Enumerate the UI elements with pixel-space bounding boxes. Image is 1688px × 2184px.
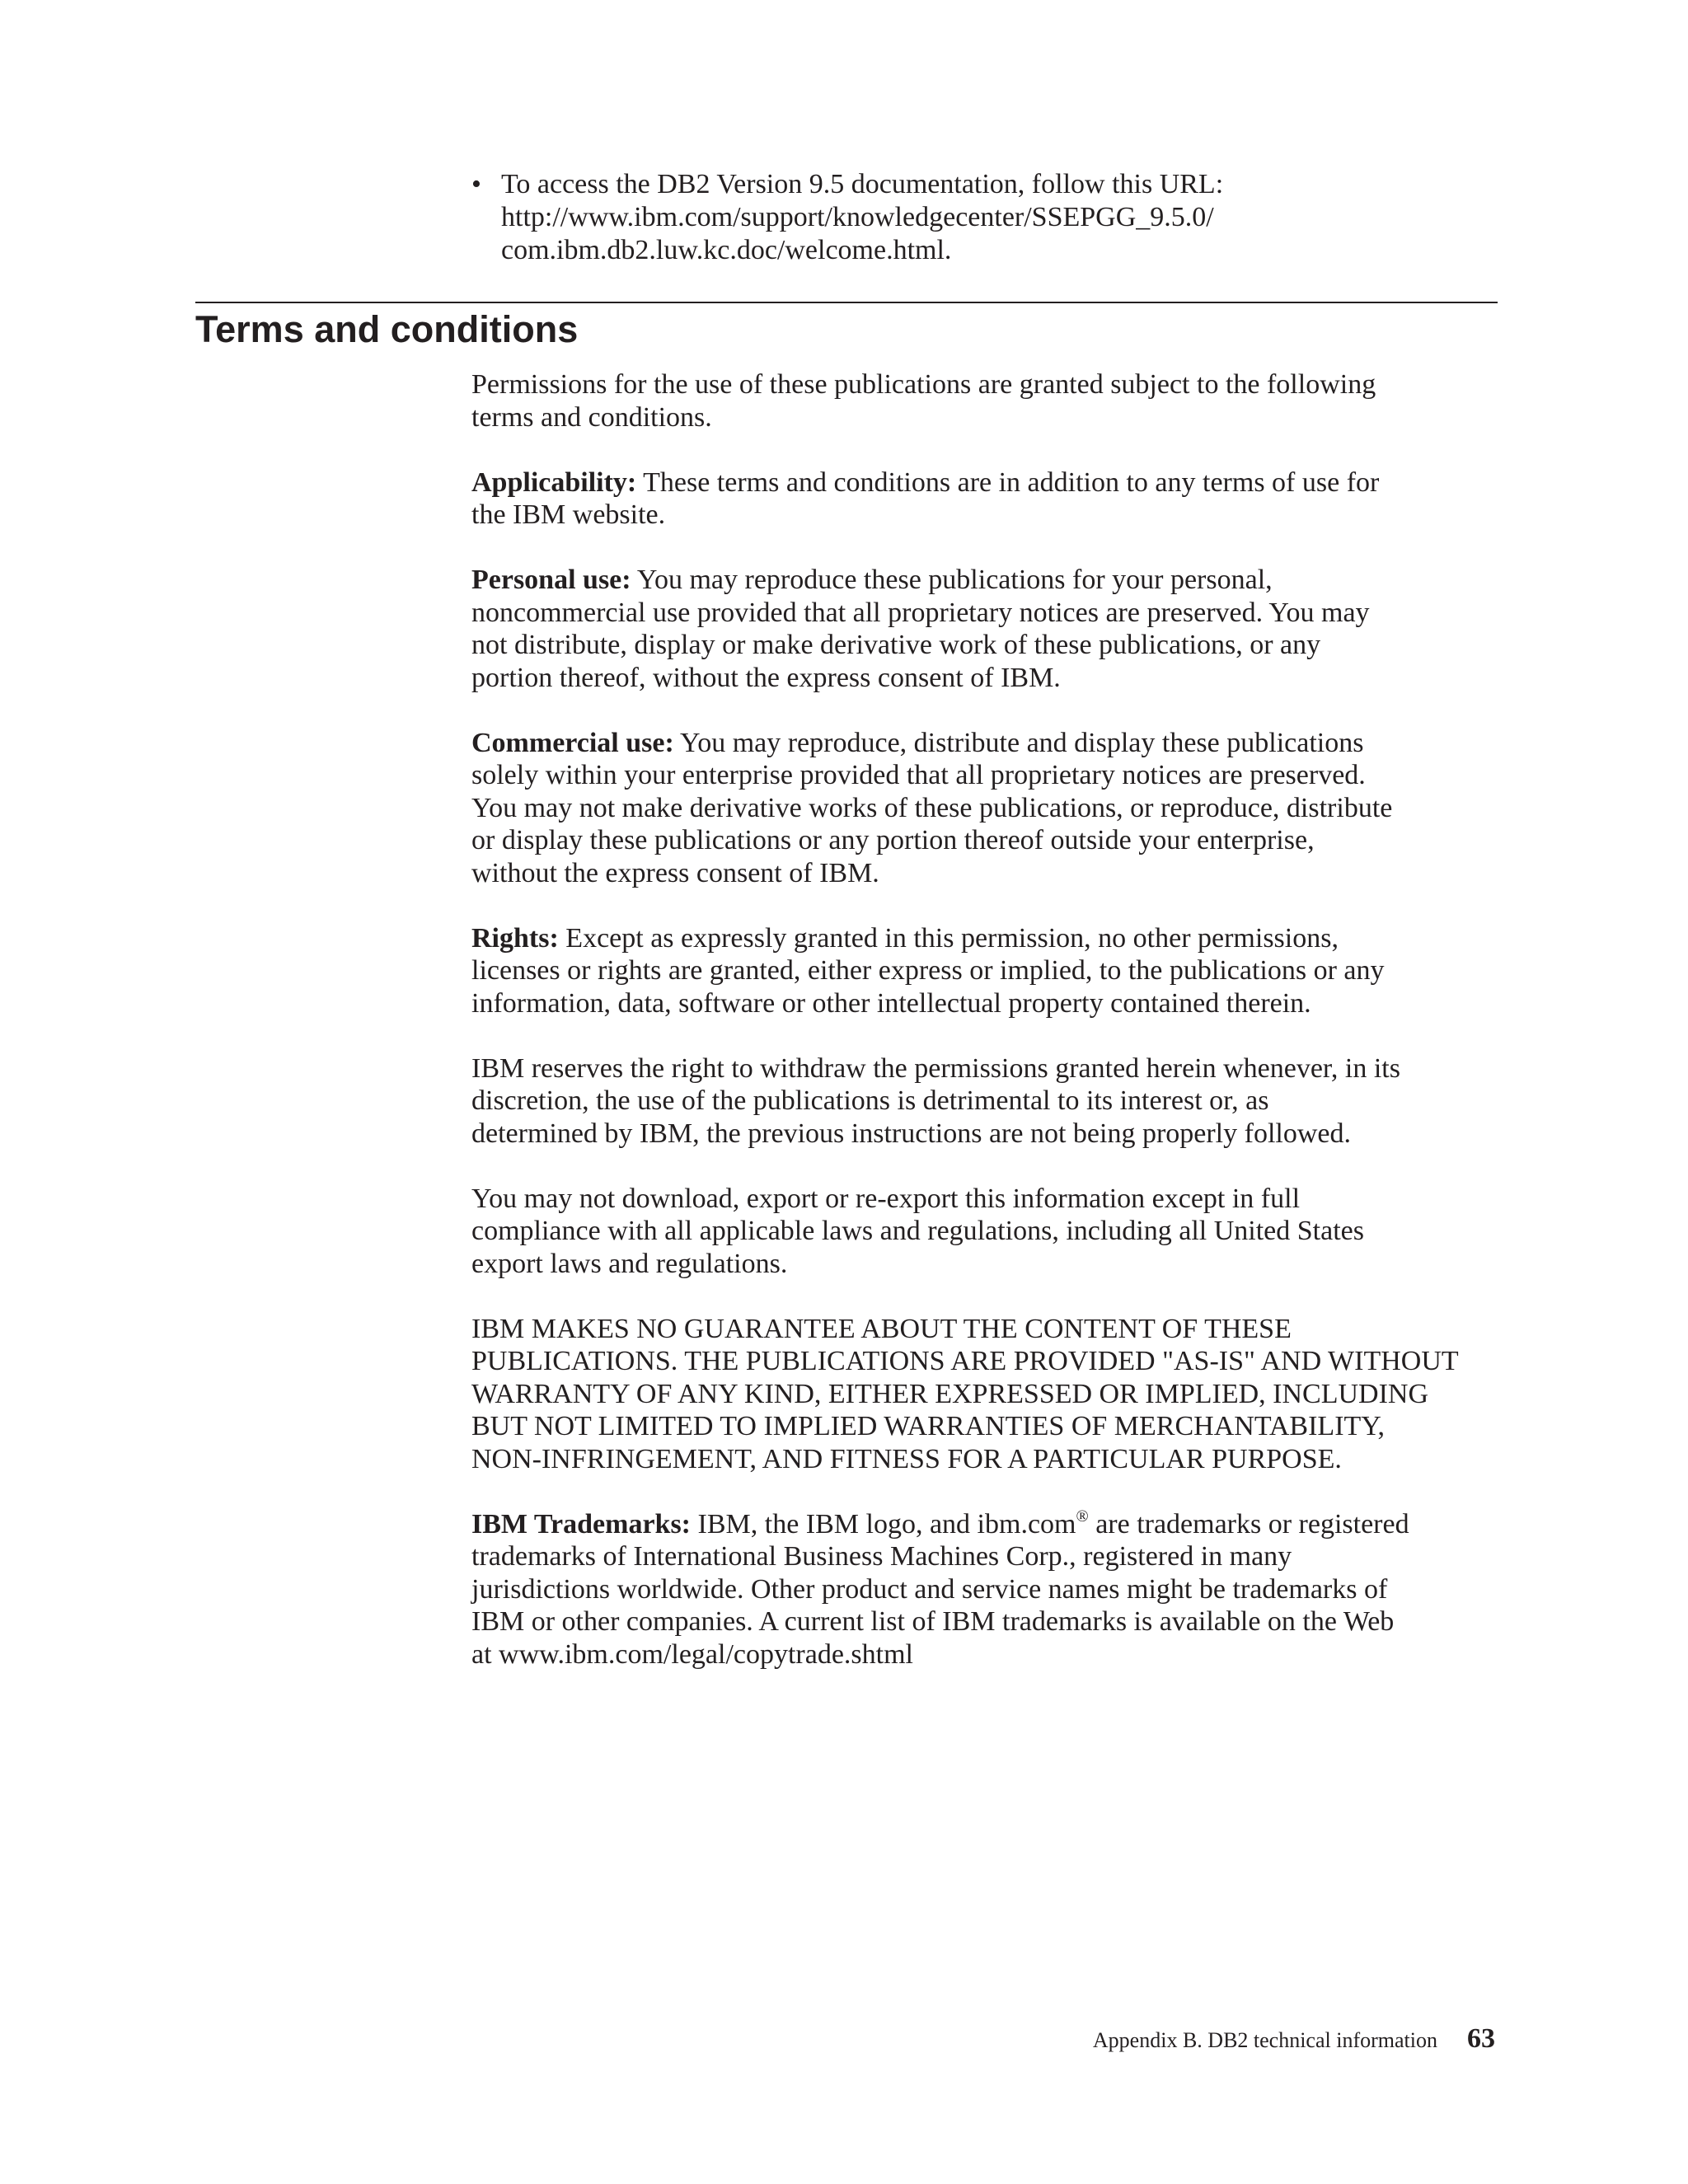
- paragraph-line: or display these publications or any portion thereof outside your enterprise,: [471, 825, 1315, 855]
- intro-paragraph: [471, 368, 1502, 434]
- applicability-paragraph: [471, 466, 1502, 532]
- paragraph-line: Permissions for the use of these publications are granted subject to the following: [471, 369, 1376, 400]
- paragraph-line: export laws and regulations.: [471, 1248, 788, 1279]
- paragraph-line: trademarks of International Business Machines Corp., registered in many: [471, 1541, 1292, 1572]
- paragraph-line: determined by IBM, the previous instructions are not being properly followed.: [471, 1118, 1351, 1149]
- trademarks-paragraph: [471, 1508, 1502, 1671]
- bullet-url-line[interactable]: com.ibm.db2.luw.kc.doc/welcome.html.: [501, 235, 952, 265]
- paragraph-text: You may reproduce these publications for your personal,: [631, 565, 1273, 595]
- documentation-bullet: [471, 168, 1502, 267]
- paragraph-line: information, data, software or other intellectual property contained therein.: [471, 987, 1311, 1019]
- personal-use-label: Personal use:: [471, 565, 631, 595]
- rights-paragraph: [471, 922, 1502, 1020]
- paragraph-line: [471, 922, 1502, 955]
- paragraph-line: NON-INFRINGEMENT, AND FITNESS FOR A PARTICULAR PURPOSE.: [471, 1443, 1342, 1474]
- paragraph-line: [471, 466, 1502, 499]
- bullet-symbol: •: [471, 169, 481, 199]
- paragraph-line: terms and conditions.: [471, 401, 712, 433]
- footer-chapter-title: Appendix B. DB2 technical information: [1092, 2028, 1437, 2052]
- paragraph-line: WARRANTY OF ANY KIND, EITHER EXPRESSED OR IMPLIED, INCLUDING: [471, 1378, 1429, 1409]
- trademarks-label: IBM Trademarks:: [471, 1508, 692, 1540]
- section-title: Terms and conditions: [195, 308, 579, 350]
- section-divider: [195, 302, 1498, 303]
- paragraph-line: [471, 1508, 1502, 1541]
- bullet-url-line[interactable]: http://www.ibm.com/support/knowledgecenter/SSEPGG_9.5.0/: [501, 202, 1214, 232]
- paragraph-line: solely within your enterprise provided that all proprietary notices are preserved.: [471, 760, 1366, 790]
- paragraph-line: IBM or other companies. A current list of IBM trademarks is available on the Web: [471, 1606, 1395, 1637]
- paragraph-line: noncommercial use provided that all proprietary notices are preserved. You may: [471, 597, 1370, 628]
- guarantee-paragraph: [471, 1313, 1502, 1476]
- rights-label: Rights:: [471, 922, 559, 954]
- withdraw-paragraph: [471, 1052, 1502, 1151]
- paragraph-line: portion thereof, without the express consent of IBM.: [471, 662, 1061, 693]
- commercial-use-label: Commercial use:: [471, 727, 674, 758]
- commercial-use-paragraph: [471, 727, 1502, 890]
- paragraph-text: You may reproduce, distribute and display these publications: [673, 727, 1364, 758]
- personal-use-paragraph: [471, 564, 1502, 694]
- paragraph-line: [471, 564, 1502, 597]
- paragraph-text: are trademarks or registered: [1088, 1508, 1409, 1540]
- terms-body: [471, 368, 1502, 1704]
- paragraph-line: BUT NOT LIMITED TO IMPLIED WARRANTIES OF MERCHANTABILITY,: [471, 1411, 1385, 1441]
- paragraph-line: IBM MAKES NO GUARANTEE ABOUT THE CONTENT OF THESE: [471, 1313, 1292, 1344]
- page-footer: [1093, 2023, 1495, 2057]
- bullet-line: To access the DB2 Version 9.5 documentation, follow this URL:: [501, 169, 1224, 199]
- paragraph-text: These terms and conditions are in addition to any terms of use for: [636, 466, 1380, 498]
- paragraph-line: the IBM website.: [471, 499, 666, 530]
- paragraph-line: PUBLICATIONS. THE PUBLICATIONS ARE PROVIDED "AS-IS" AND WITHOUT: [471, 1346, 1459, 1376]
- paragraph-line: You may not download, export or re-export this information except in full: [471, 1183, 1301, 1214]
- paragraph-text: IBM, the IBM logo, and ibm.com: [691, 1508, 1076, 1540]
- registered-mark: ®: [1076, 1507, 1089, 1526]
- paragraph-text: Except as expressly granted in this permission, no other permissions,: [558, 922, 1339, 954]
- paragraph-line: [471, 727, 1502, 760]
- applicability-label: Applicability:: [471, 466, 637, 498]
- paragraph-line: not distribute, display or make derivative work of these publications, or any: [471, 630, 1321, 660]
- paragraph-line: You may not make derivative works of these publications, or reproduce, distribute: [471, 792, 1393, 823]
- paragraph-line: discretion, the use of the publications is detrimental to its interest or, as: [471, 1085, 1269, 1116]
- paragraph-line: without the express consent of IBM.: [471, 857, 879, 888]
- paragraph-line: at www.ibm.com/legal/copytrade.shtml: [471, 1638, 913, 1670]
- paragraph-line: jurisdictions worldwide. Other product and service names might be trademarks of: [471, 1573, 1388, 1605]
- page-number: 63: [1467, 2023, 1495, 2054]
- paragraph-line: licenses or rights are granted, either express or implied, to the publications or any: [471, 955, 1385, 986]
- paragraph-line: compliance with all applicable laws and regulations, including all United States: [471, 1216, 1364, 1246]
- paragraph-line: IBM reserves the right to withdraw the permissions granted herein whenever, in its: [471, 1052, 1400, 1084]
- export-paragraph: [471, 1183, 1502, 1281]
- bullet-text: [501, 168, 1502, 267]
